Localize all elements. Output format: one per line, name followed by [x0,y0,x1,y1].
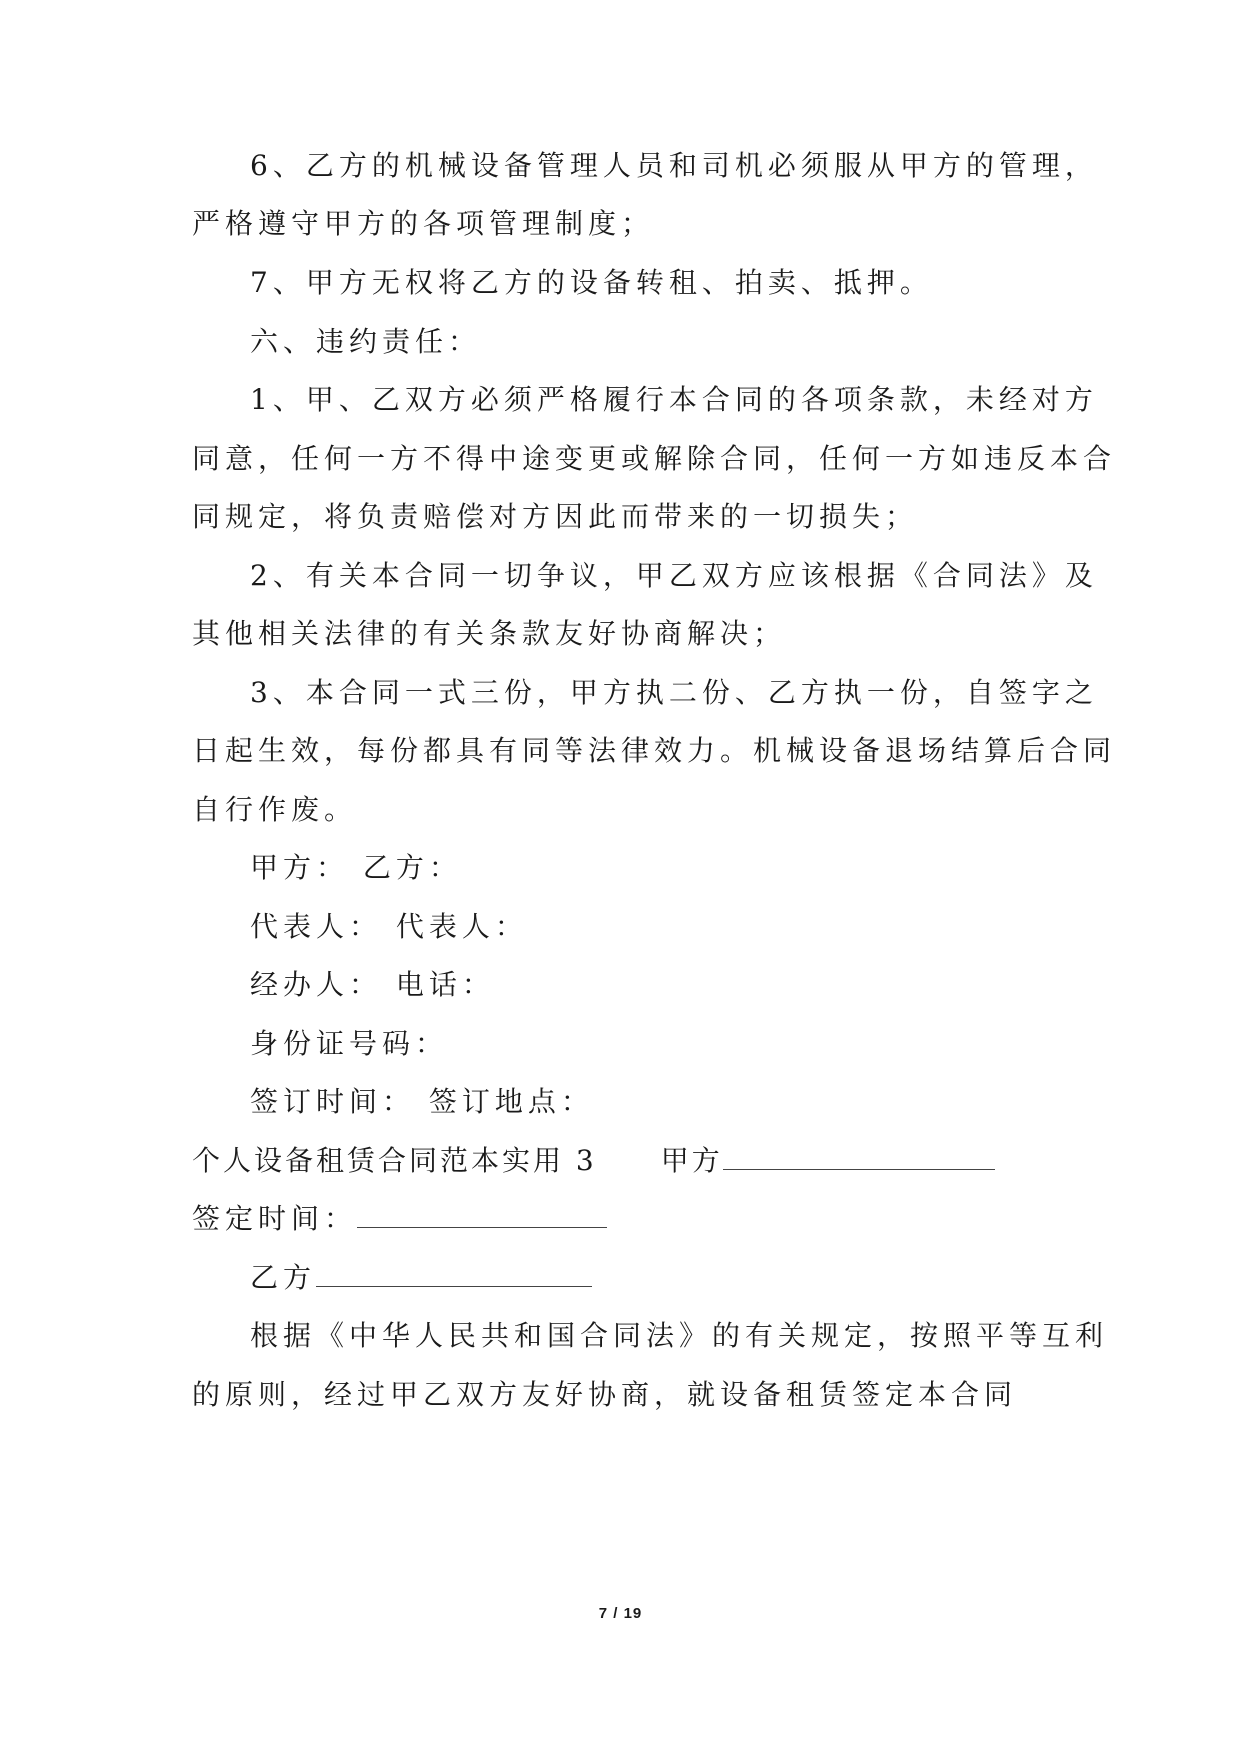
paragraph-line: 根据《中华人民共和国合同法》的有关规定，按照平等互利 [250,1319,1109,1352]
signature-field-representative: 代表人： 代表人： [250,910,528,943]
contract-title-line [192,1141,1052,1181]
paragraph-line: 的原则，经过甲乙双方友好协商，就设备租赁签定本合同 [192,1378,1018,1411]
paragraph-line: 7、甲方无权将乙方的设备转租、拍卖、抵押。 [250,266,933,299]
paragraph-line: 1、甲、乙双方必须严格履行本合同的各项条款，未经对方 [250,383,1098,416]
signature-field-id-number: 身份证号码： [250,1027,449,1060]
paragraph-line: 6、乙方的机械设备管理人员和司机必须服从甲方的管理， [250,149,1098,182]
section-heading: 六、违约责任： [250,325,482,358]
party-b-line [250,1258,1050,1298]
page-number: 7 / 19 [598,1605,643,1622]
signature-field-date-place: 签订时间： 签订地点： [250,1085,594,1118]
paragraph-line: 2、有关本合同一切争议，甲乙双方应该根据《合同法》及 [250,559,1098,592]
signature-field-party: 甲方： 乙方： [250,851,462,884]
paragraph-line: 同规定，将负责赔偿对方因此而带来的一切损失； [192,500,919,533]
party-a-blank [723,1161,995,1170]
party-b-blank [316,1278,592,1287]
party-b-label: 乙方 [250,1261,317,1294]
paragraph-line: 3、本合同一式三份，甲方执二份、乙方执一份，自签字之 [250,676,1098,709]
sign-date-line [192,1199,1052,1239]
paragraph-line: 同意，任何一方不得中途变更或解除合同，任何一方如违反本合 [192,442,1117,475]
paragraph-line: 其他相关法律的有关条款友好协商解决； [192,617,787,650]
sign-date-label: 签定时间： [192,1202,358,1235]
paragraph-line: 日起生效，每份都具有同等法律效力。机械设备退场结算后合同 [192,734,1117,767]
contract-title: 个人设备租赁合同范本实用 3 [192,1144,597,1177]
party-a-label: 甲方 [660,1144,723,1177]
paragraph-line: 严格遵守甲方的各项管理制度； [192,207,655,240]
paragraph-line: 自行作废。 [192,793,358,826]
sign-date-blank [357,1219,607,1228]
signature-field-agent: 经办人： 电话： [250,968,495,1001]
